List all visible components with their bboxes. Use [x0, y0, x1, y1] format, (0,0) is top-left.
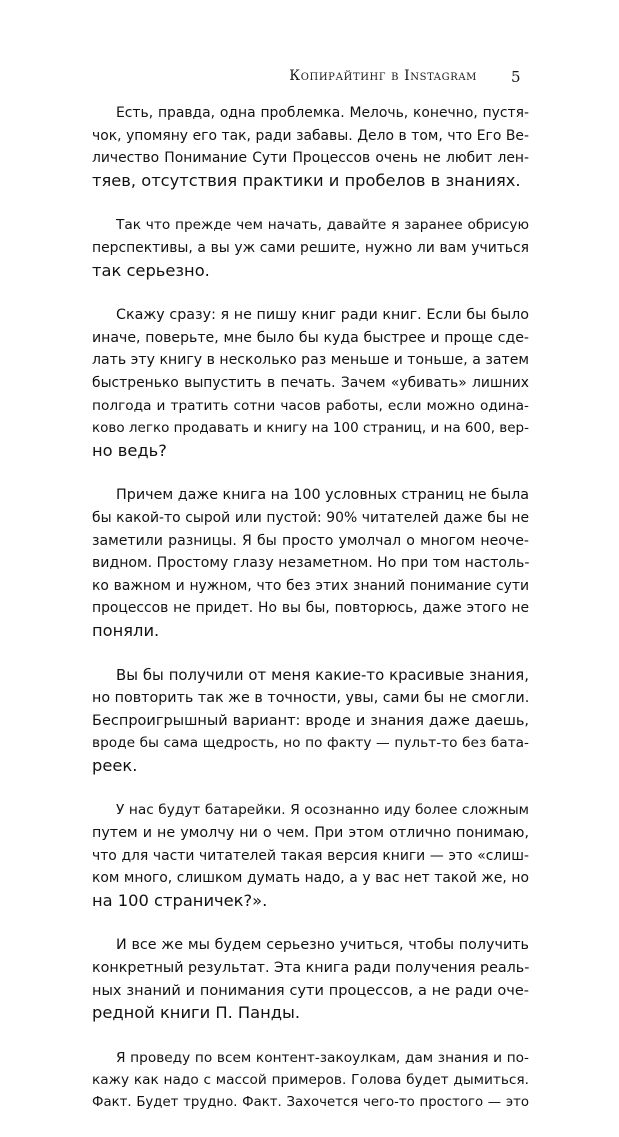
text-line: Факт. Будет трудно. Факт. Захочется чего-то простого — это	[92, 1094, 529, 1110]
text-line: что для части читателей такая версия книги — это «слиш-	[92, 847, 529, 864]
text-line: перспективы, а вы уж сами решите, нужно ли вам учиться	[92, 239, 529, 256]
text-line: чок, упомяну его так, ради забавы. Дело в том, что Его Ве-	[92, 127, 529, 144]
text-line: конкретный результат. Эта книга ради получения реаль-	[92, 960, 530, 976]
paragraph	[92, 799, 529, 912]
text-line: Беспроигрышный вариант: вроде и знания даже даешь,	[92, 712, 529, 729]
paragraph	[92, 214, 529, 282]
text-line: Причем даже книга на 100 условных страниц не была	[116, 487, 530, 504]
text-line: лать эту книгу в несколько раз меньше и тоньше, а затем	[92, 352, 529, 369]
paragraph	[92, 664, 529, 777]
paragraph	[92, 934, 529, 1024]
text-line: вроде бы сама щедрость, но по факту — пульт-то без бата-	[92, 735, 529, 752]
running-head	[0, 68, 619, 90]
text-line: бы какой-то сырой или пустой: 90% читателей даже бы не	[92, 509, 529, 526]
text-line: но ведь?	[92, 440, 167, 460]
text-line: ко важном и нужном, что без этих знаний понимание сути	[92, 577, 529, 594]
text-line: тяев, отсутствия практики и пробелов в знаниях.	[92, 170, 521, 190]
text-line: процессов не придет. Но вы бы, повторюсь, даже этого не	[92, 600, 529, 617]
text-line: Есть, правда, одна проблемка. Мелочь, конечно, пустя-	[116, 105, 529, 121]
text-line: кажу как надо с массой примеров. Голова будет дымиться.	[92, 1072, 529, 1089]
running-title: Копирайтинг в Instagram	[289, 68, 477, 84]
text-line: ково легко продавать и книгу на 100 страниц, и на 600, вер-	[92, 420, 529, 437]
text-line: быстренько выпустить в печать. Зачем «убивать» лишних	[92, 374, 529, 391]
text-line: Вы бы получили от меня какие-то красивые знания,	[116, 666, 529, 685]
text-line: полгода и тратить сотни часов работы, если можно одина-	[92, 397, 529, 414]
text-line: на 100 страничек?».	[92, 890, 268, 910]
text-line: иначе, поверьте, мне было бы куда быстрее и проще сде-	[92, 329, 529, 346]
paragraph	[92, 102, 529, 192]
paragraph	[92, 304, 529, 462]
text-line: Я проведу по всем контент-закоулкам, дам знания и по-	[116, 1049, 529, 1066]
text-line: но повторить так же в точности, увы, сами бы не смогли.	[92, 690, 530, 707]
text-line: И все же мы будем серьезно учиться, чтобы получить	[116, 937, 529, 954]
text-line: заметили разницы. Я бы просто умолчал о многом неоче-	[92, 532, 529, 549]
text-line: Скажу сразу: я не пишу книг ради книг. Если бы было	[116, 307, 529, 324]
text-line: поняли.	[92, 620, 160, 640]
text-line: Так что прежде чем начать, давайте я заранее обрисую	[116, 217, 529, 234]
paragraph	[92, 1047, 529, 1115]
text-line: так серьезно.	[92, 260, 210, 280]
text-line: ных знаний и понимания сути процессов, а не ради оче-	[92, 982, 529, 999]
page-number: 5	[511, 68, 521, 86]
text-line: редной книги П. Панды.	[92, 1003, 301, 1023]
body-text	[92, 102, 529, 1137]
text-line: личество Понимание Сути Процессов очень не любит лен-	[92, 150, 529, 167]
text-line: реек.	[92, 755, 138, 775]
text-line: видном. Простому глазу незаметном. Но при том настоль-	[92, 555, 530, 572]
text-line: ком много, слишком думать надо, а у вас нет такой же, но	[92, 870, 529, 887]
text-line: У нас будут батарейки. Я осознанно иду более сложным	[116, 802, 529, 819]
paragraph	[92, 484, 529, 642]
text-line: путем и не умолчу ни о чем. При этом отлично понимаю,	[92, 825, 529, 842]
